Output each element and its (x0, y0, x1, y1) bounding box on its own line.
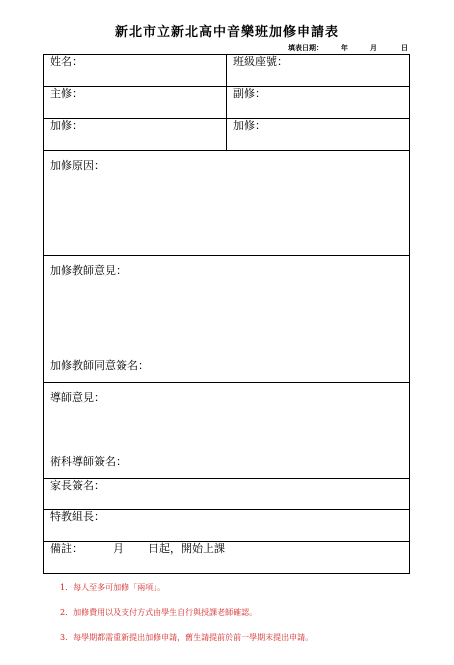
fill-date (288, 43, 408, 53)
form-title: 新北市立新北高中音樂班加修申請表 (114, 25, 339, 40)
reason-field[interactable] (44, 151, 410, 256)
class-seat-label: 班級座號： (233, 55, 288, 68)
minor-label: 副修： (233, 87, 266, 100)
extra-course-1-field[interactable] (44, 119, 227, 151)
notes-list (60, 582, 313, 657)
name-label: 姓名： (50, 55, 83, 68)
minor-field[interactable] (227, 87, 410, 119)
teacher-opinion-label: 加修教師意見： (50, 264, 127, 277)
remark-label: 備註： (50, 542, 83, 555)
fill-date-day: 日 (401, 43, 408, 52)
extra-course-1-label: 加修： (50, 119, 83, 132)
mentor-opinion-label: 導師意見： (50, 391, 105, 404)
extra-course-2-label: 加修： (233, 119, 266, 132)
parent-sign-field[interactable] (44, 479, 410, 510)
remark-start-date: 日起，開始上課 (148, 542, 225, 555)
remark-month: 月 (113, 542, 124, 555)
application-form-table (43, 54, 410, 574)
extra-course-2-field[interactable] (227, 119, 410, 151)
parent-sign-label: 家長簽名： (50, 479, 105, 492)
teacher-opinion-field[interactable] (44, 256, 410, 383)
arts-mentor-sign-label: 術科導師簽名： (50, 455, 127, 468)
fill-date-year: 年 (341, 43, 348, 52)
fill-date-month: 月 (370, 43, 377, 52)
class-seat-field[interactable] (227, 55, 410, 87)
major-label: 主修： (50, 87, 83, 100)
fill-date-label: 填表日期： (288, 43, 323, 52)
special-ed-label: 特教組長： (50, 510, 105, 523)
name-field[interactable] (44, 55, 227, 87)
note-item: 3．每學期都需重新提出加修申請，舊生請提前於前一學期末提出申請。 (60, 633, 314, 642)
note-item: 1．每人至多可加修「兩項」。 (60, 583, 166, 592)
major-field[interactable] (44, 87, 227, 119)
remark-field[interactable] (44, 542, 410, 574)
note-item: 2．加修費用以及支付方式由學生自行與授課老師確認。 (60, 608, 258, 617)
reason-label: 加修原因： (50, 159, 105, 172)
mentor-opinion-field[interactable] (44, 383, 410, 479)
special-ed-field[interactable] (44, 510, 410, 542)
teacher-sign-label: 加修教師同意簽名： (50, 359, 149, 372)
remark-line (50, 542, 409, 556)
